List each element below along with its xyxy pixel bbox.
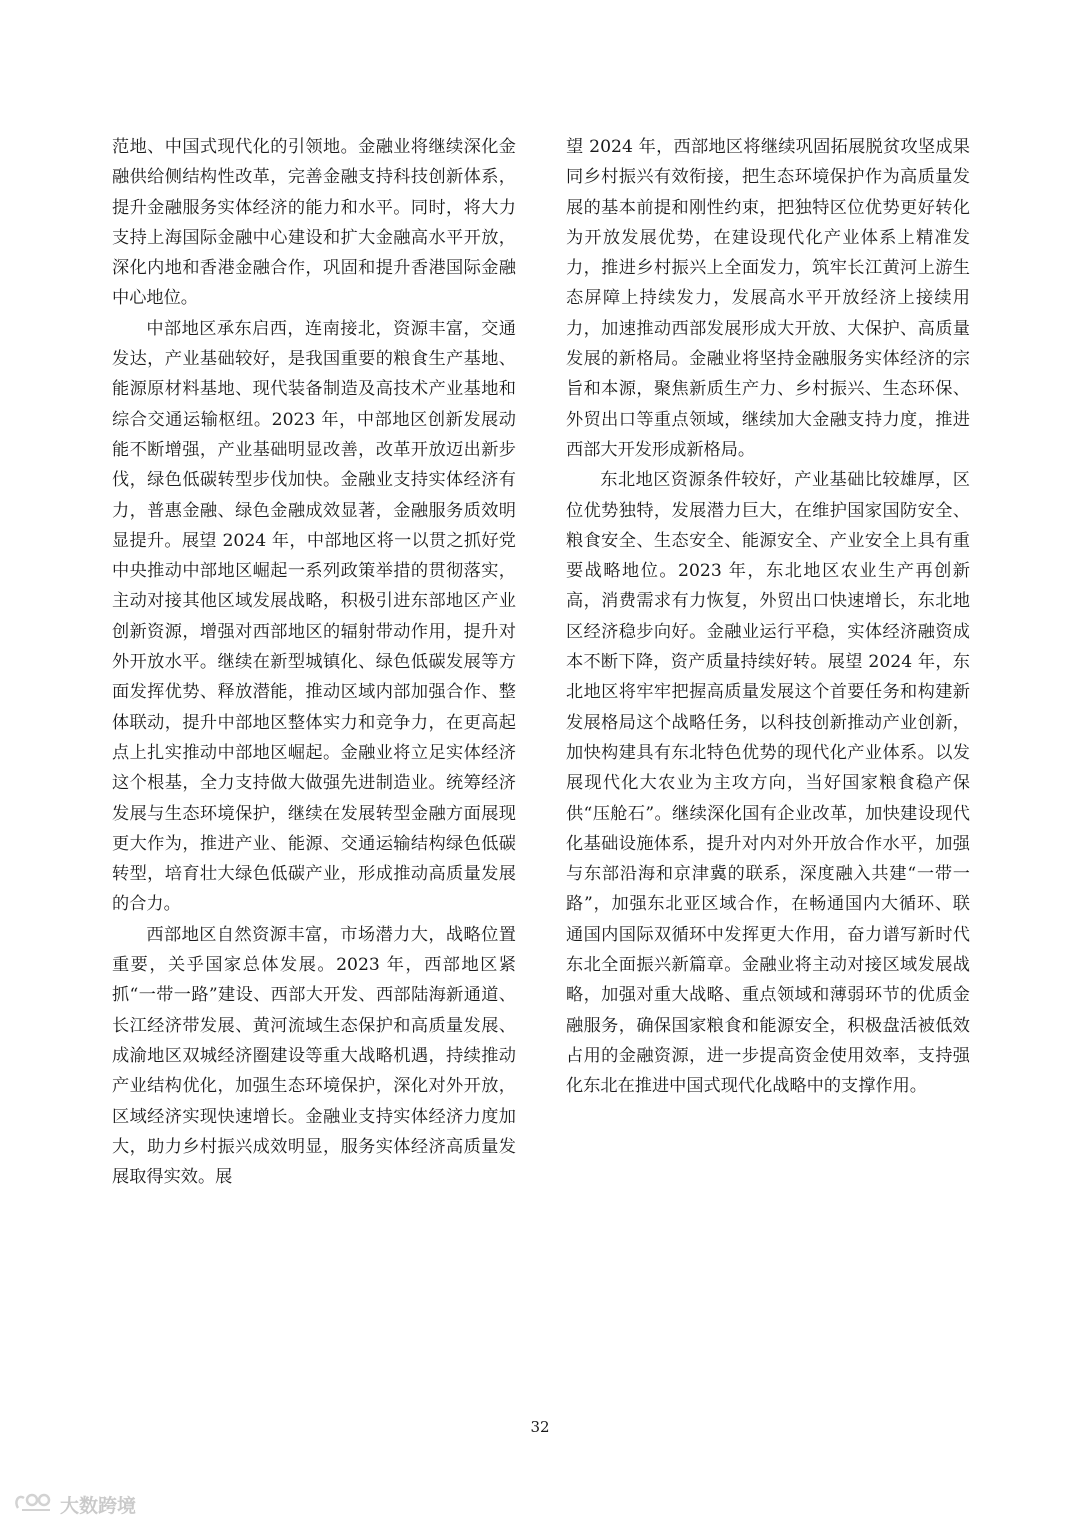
page-number: 32 xyxy=(530,1418,550,1436)
logo-icon xyxy=(12,1490,56,1519)
watermark-text: 大数跨境 xyxy=(60,1495,137,1517)
paragraph-east-region-end: 范地、中国式现代化的引领地。金融业将继续深化金融供给侧结构性改革，完善金融支持科技创新体系，提升金融服务实体经济的能力和水平。同时，将大力支持上海国际金融中心建设和扩大金融高水平开放，深化内地和香港金融合作，巩固和提升香港国际金融中心地位。 xyxy=(112,137,516,309)
watermark xyxy=(12,1490,136,1519)
paragraph-central-region: 中部地区承东启西，连南接北，资源丰富，交通发达，产业基础较好，是我国重要的粮食生产基地、能源原材料基地、现代装备制造及高技术产业基地和综合交通运输枢纽。2023 年，中部地区创新发展动能不断增强，产业基础明显改善，改革开放迈出新步伐，绿色低碳转型步伐加快。金融业支持实体经济有力，普惠金融、绿色金融成效显著，金融服务质效明显提升。展望 2024 年，中部地区将一以贯之抓好党中央推动中部地区崛起一系列政策举措的贯彻落实，主动对接其他区域发展战略，积极引进东部地区产业创新资源，增强对西部地区的辐射带动作用，提升对外开放水平。继续在新型城镇化、绿色低碳发展等方面发挥优势、释放潜能，推动区域内部加强合作、整体联动，提升中部地区整体实力和竞争力，在更高起点上扎实推动中部地区崛起。金融业将立足实体经济这个根基，全力支持做大做强先进制造业。统筹经济发展与生态环境保护，继续在发展转型金融方面展现更大作为，推进产业、能源、交通运输结构绿色低碳转型，培育壮大绿色低碳产业，形成推动高质量发展的合力。 xyxy=(112,318,516,915)
right-column xyxy=(566,132,970,1102)
paragraph-western-region-continued: 望 2024 年，西部地区将继续巩固拓展脱贫攻坚成果同乡村振兴有效衔接，把生态环境保护作为高质量发展的基本前提和刚性约束，把独特区位优势更好转化为开放发展优势，在建设现代化产业体系上精准发力，推进乡村振兴上全面发力，筑牢长江黄河上游生态屏障上持续发力，发展高水平开放经济上接续用力，加速推动西部发展形成大开放、大保护、高质量发展的新格局。金融业将坚持金融服务实体经济的宗旨和本源，聚焦新质生产力、乡村振兴、生态环保、外贸出口等重点领域，继续加大金融支持力度，推进西部大开发形成新格局。 xyxy=(566,137,970,460)
paragraph-northeast-region: 东北地区资源条件较好，产业基础比较雄厚，区位优势独特，发展潜力巨大，在维护国家国防安全、粮食安全、生态安全、能源安全、产业安全上具有重要战略地位。2023 年，东北地区农业生产再创新高，消费需求有力恢复，外贸出口快速增长，东北地区经济稳步向好。金融业运行平稳，实体经济融资成本不断下降，资产质量持续好转。展望 2024 年，东北地区将牢牢把握高质量发展这个首要任务和构建新发展格局这个战略任务，以科技创新推动产业创新，加快构建具有东北特色优势的现代化产业体系。以发展现代化大农业为主攻方向，当好国家粮食稳产保供“压舱石”。继续深化国有企业改革，加快建设现代化基础设施体系，提升对内对外开放合作水平，加强与东部沿海和京津冀的联系，深度融入共建“一带一路”，加强东北亚区域合作，在畅通国内大循环、联通国内国际双循环中发挥更大作用，奋力谱写新时代东北全面振兴新篇章。金融业将主动对接区域发展战略，加强对重大战略、重点领域和薄弱环节的优质金融服务，确保国家粮食和能源安全，积极盘活被低效占用的金融资源，进一步提高资金使用效率，支持强化东北在推进中国式现代化战略中的支撑作用。 xyxy=(566,470,970,1097)
left-column xyxy=(112,132,516,1192)
paragraph-western-region: 西部地区自然资源丰富，市场潜力大，战略位置重要，关乎国家总体发展。2023 年，西部地区紧抓“一带一路”建设、西部大开发、西部陆海新通道、长江经济带发展、黄河流域生态保护和高质量发展、成渝地区双城经济圈建设等重大战略机遇，持续推动产业结构优化，加强生态环境保护，深化对外开放，区域经济实现快速增长。金融业支持实体经济力度加大，助力乡村振兴成效明显，服务实体经济高质量发展取得实效。展 xyxy=(112,924,516,1188)
